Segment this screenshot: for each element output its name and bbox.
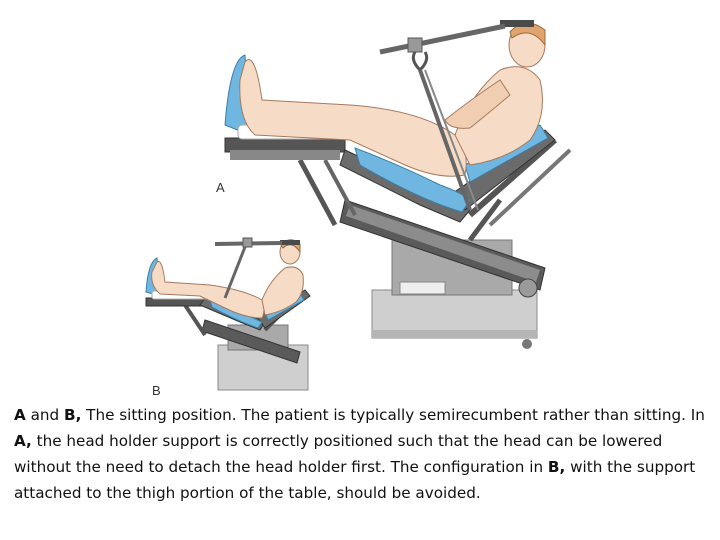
caption-ref-b: B, xyxy=(547,458,566,476)
leg-strut xyxy=(185,305,205,335)
patient-legs xyxy=(152,261,264,318)
caption-text: with the support attached to the thigh portion of the table, should be avoided. xyxy=(14,458,696,502)
head-clamp xyxy=(500,20,534,27)
panel-b-drawing xyxy=(146,238,310,390)
head-holder-joint xyxy=(243,238,252,247)
head-holder-joint xyxy=(408,38,422,52)
foot-section xyxy=(225,138,345,152)
caption-ref-a: A, xyxy=(14,432,32,450)
base-wheel xyxy=(522,339,532,349)
caption-text: The sitting position. The patient is typically semirecumbent rather than sitting. In xyxy=(81,406,705,424)
caption-text: the head holder support is correctly positioned such that the head can be lowered without the need to detach the head holder first. The configuration in xyxy=(14,432,663,476)
patient-torso xyxy=(262,267,303,315)
figure-caption xyxy=(14,402,710,506)
panel-label-b: B xyxy=(152,383,161,398)
table-base-foot xyxy=(372,330,537,338)
tilt-knob xyxy=(519,279,537,297)
head-holder-bar xyxy=(380,26,505,52)
caption-text: and xyxy=(25,406,64,424)
foot-section-frame xyxy=(230,150,340,160)
caption-ref-a: A xyxy=(14,406,26,424)
head-holder-clamp xyxy=(413,52,426,70)
panel-label-a: A xyxy=(216,180,225,195)
caption-ref-b: B, xyxy=(64,406,82,424)
head-clamp xyxy=(280,240,300,245)
column-panel xyxy=(400,282,445,294)
